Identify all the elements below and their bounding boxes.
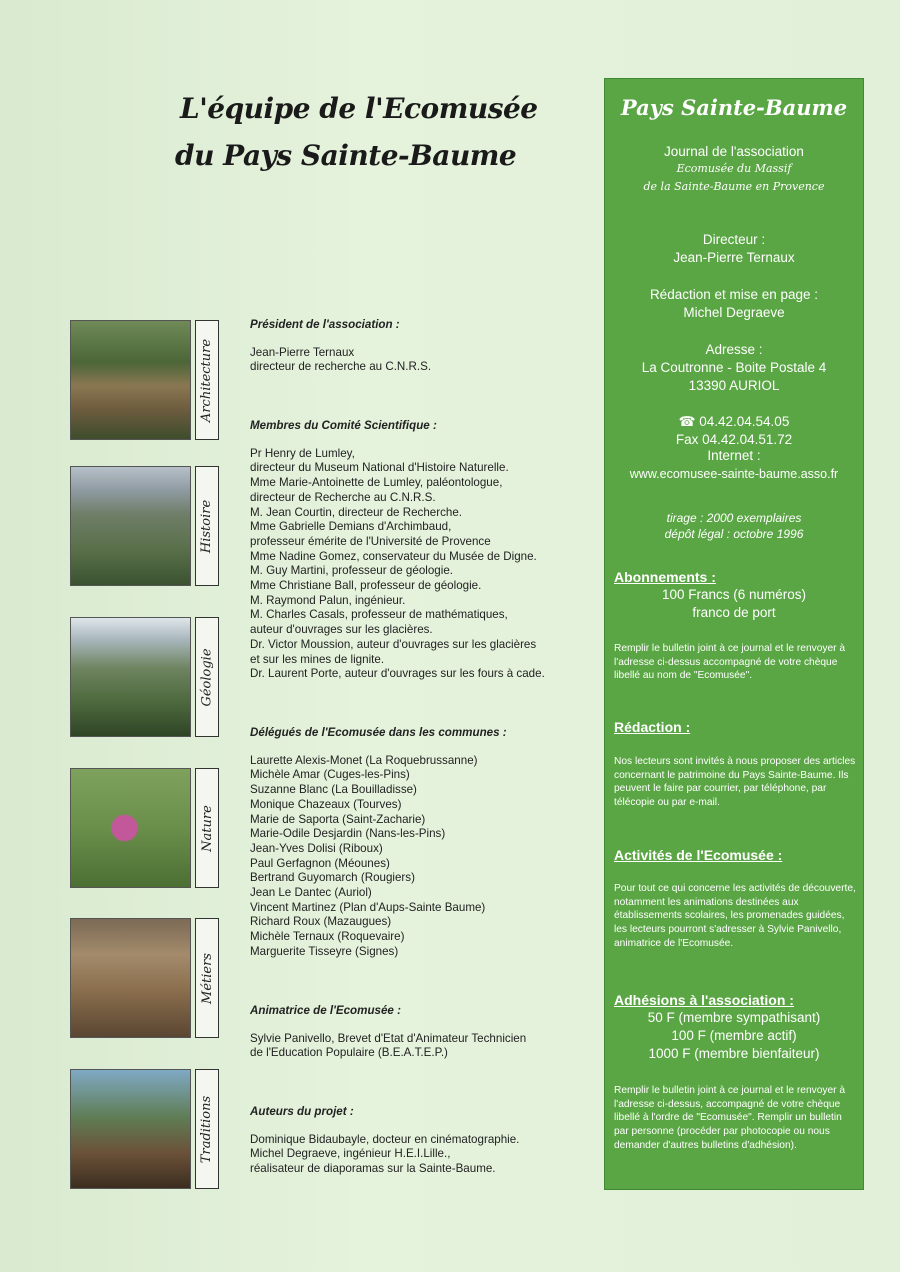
abonnements-price: 100 Francs (6 numéros) bbox=[661, 587, 807, 602]
photo-histoire bbox=[70, 466, 191, 586]
tab-label: Nature bbox=[199, 804, 215, 852]
section-heading: Membres du Comité Scientifique : bbox=[250, 419, 437, 432]
text-line: Jean-Yves Dolisi (Riboux) bbox=[250, 841, 383, 855]
activites-text: Pour tout ce qui concerne les activités de découverte, notamment les animations destinées aux établissements scolaires, les promenades guidées, les lecteurs pourront s'adresser à Sylvie Panivello, animatrice de l'Ecomusée. bbox=[614, 883, 856, 949]
tab-metiers bbox=[195, 918, 219, 1038]
redaction-label: Rédaction et mise en page : bbox=[649, 287, 819, 302]
directeur-block bbox=[605, 231, 863, 267]
text-line: réalisateur de diaporamas sur la Sainte-Baume. bbox=[250, 1162, 496, 1176]
text-line: directeur de recherche au C.N.R.S. bbox=[250, 360, 432, 374]
section-heading: Délégués de l'Ecomusée dans les communes : bbox=[250, 726, 507, 739]
section-heading: Animatrice de l'Ecomusée : bbox=[250, 1004, 401, 1017]
redaction-name: Michel Degraeve bbox=[683, 305, 785, 320]
photo-nature bbox=[70, 768, 191, 888]
text-line: M. Jean Courtin, directeur de Recherche. bbox=[250, 505, 463, 519]
section-comite bbox=[250, 419, 580, 682]
tab-label: Histoire bbox=[199, 499, 215, 553]
text-line: Mme Nadine Gomez, conservateur du Musée de Digne. bbox=[250, 549, 537, 563]
text-line: Pr Henry de Lumley, bbox=[250, 446, 355, 460]
section-animatrice bbox=[250, 1004, 580, 1061]
masthead-box bbox=[604, 78, 864, 1190]
text-line: Marguerite Tisseyre (Signes) bbox=[250, 944, 399, 958]
masthead-title: Pays Sainte-Baume bbox=[620, 95, 848, 120]
tab-label: Métiers bbox=[199, 952, 215, 1004]
text-line: Laurette Alexis-Monet (La Roquebrussanne) bbox=[250, 753, 478, 767]
text-line: M. Raymond Palun, ingénieur. bbox=[250, 593, 406, 607]
adresse-line1: La Coutronne - Boite Postale 4 bbox=[641, 360, 827, 375]
text-line: Marie de Saporta (Saint-Zacharie) bbox=[250, 812, 426, 826]
photo-geologie bbox=[70, 617, 191, 737]
adhesion-sympathisant: 50 F (membre sympathisant) bbox=[647, 1010, 821, 1025]
text-line: directeur de Recherche au C.N.R.S. bbox=[250, 490, 436, 504]
adresse-line2: 13390 AURIOL bbox=[688, 378, 780, 393]
section-president bbox=[250, 318, 580, 375]
text-line: M. Charles Casals, professeur de mathématiques, bbox=[250, 608, 508, 622]
page-title-line1: L'équipe de l'Ecomusée bbox=[180, 92, 538, 125]
adhesions-heading: Adhésions à l'association : bbox=[614, 992, 794, 1008]
association-name-line1: Ecomusée du Massif bbox=[676, 162, 792, 175]
adhesion-bienfaiteur: 1000 F (membre bienfaiteur) bbox=[648, 1046, 820, 1061]
text-line: Mme Christiane Ball, professeur de géologie. bbox=[250, 579, 482, 593]
section-auteurs bbox=[250, 1105, 580, 1177]
depot-legal-text: dépôt légal : octobre 1996 bbox=[664, 526, 804, 541]
adhesions-prices bbox=[605, 1009, 863, 1063]
text-line: Marie-Odile Desjardin (Nans-les-Pins) bbox=[250, 827, 446, 841]
abonnements-price-block bbox=[605, 586, 863, 622]
directeur-label: Directeur : bbox=[702, 232, 766, 247]
tab-geologie bbox=[195, 617, 219, 737]
redaction-text: Nos lecteurs sont invités à nous proposer des articles concernant le patrimoine du Pays Sainte-Baume. Ils peuvent le faire par courrier, par téléphone, par télécopie ou par e-mail. bbox=[614, 756, 856, 809]
section-heading: Président de l'association : bbox=[250, 318, 400, 331]
text-line: M. Guy Martini, professeur de géologie. bbox=[250, 564, 453, 578]
abonnements-port: franco de port bbox=[692, 605, 776, 620]
text-line: Dr. Victor Moussion, auteur d'ouvrages sur les glacières bbox=[250, 637, 537, 651]
text-line: Monique Chazeaux (Tourves) bbox=[250, 797, 402, 811]
text-line: Sylvie Panivello, Brevet d'Etat d'Animateur Technicien bbox=[250, 1031, 527, 1045]
adhesions-text: Remplir le bulletin joint à ce journal et le renvoyer à l'adresse ci-dessus, accompagné de votre chèque libellé à l'ordre de "Ecomusée". Remplir un bulletin par personne (procéder par photocopie ou nous demander d'autres bulletins d'adhésion). bbox=[614, 1085, 846, 1151]
text-line: Jean Le Dantec (Auriol) bbox=[250, 886, 372, 900]
text-line: Michel Degraeve, ingénieur H.E.I.Lille., bbox=[250, 1147, 451, 1161]
website-url: www.ecomusee-sainte-baume.asso.fr bbox=[629, 467, 839, 481]
text-line: Mme Marie-Antoinette de Lumley, paléontologue, bbox=[250, 476, 503, 490]
tab-architecture bbox=[195, 320, 219, 440]
tirage-block bbox=[605, 511, 863, 542]
text-line: Vincent Martinez (Plan d'Aups-Sainte Baume) bbox=[250, 900, 486, 914]
section-heading: Auteurs du projet : bbox=[250, 1105, 354, 1118]
abonnements-text: Remplir le bulletin joint à ce journal et le renvoyer à l'adresse ci-dessus accompagné de votre chèque libellé au nom de "Ecomusée". bbox=[614, 643, 846, 682]
adresse-block bbox=[605, 341, 863, 395]
contact-block bbox=[605, 413, 863, 483]
tab-nature bbox=[195, 768, 219, 888]
photo-architecture bbox=[70, 320, 191, 440]
adresse-label: Adresse : bbox=[705, 342, 763, 357]
phone-number: ☎ 04.42.04.54.05 bbox=[678, 414, 790, 429]
tab-label: Architecture bbox=[199, 338, 215, 422]
page-title-line2: du Pays Sainte-Baume bbox=[175, 139, 517, 172]
text-line: auteur d'ouvrages sur les glacières. bbox=[250, 623, 433, 637]
tab-label: Traditions bbox=[199, 1095, 215, 1163]
tirage-text: tirage : 2000 exemplaires bbox=[666, 511, 802, 525]
text-line: Mme Gabrielle Demians d'Archimbaud, bbox=[250, 520, 452, 534]
redaction-heading: Rédaction : bbox=[614, 719, 691, 735]
text-line: Jean-Pierre Ternaux bbox=[250, 345, 355, 359]
text-line: Michèle Amar (Cuges-les-Pins) bbox=[250, 768, 410, 782]
directeur-name: Jean-Pierre Ternaux bbox=[673, 250, 795, 265]
fax-number: Fax 04.42.04.51.72 bbox=[675, 432, 793, 447]
photo-metiers bbox=[70, 918, 191, 1038]
text-line: Paul Gerfagnon (Méounes) bbox=[250, 856, 390, 870]
text-line: Dr. Laurent Porte, auteur d'ouvrages sur les fours à cade. bbox=[250, 667, 545, 681]
text-line: Michèle Ternaux (Roquevaire) bbox=[250, 930, 405, 944]
redaction-block bbox=[605, 286, 863, 322]
adhesion-actif: 100 F (membre actif) bbox=[671, 1028, 797, 1043]
abonnements-heading: Abonnements : bbox=[614, 569, 716, 585]
section-delegues bbox=[250, 726, 580, 960]
text-line: Dominique Bidaubayle, docteur en cinématographie. bbox=[250, 1132, 520, 1146]
text-line: directeur du Museum National d'Histoire Naturelle. bbox=[250, 461, 509, 475]
page-title bbox=[175, 85, 538, 179]
text-line: Bertrand Guyomarch (Rougiers) bbox=[250, 871, 415, 885]
text-line: et sur les mines de lignite. bbox=[250, 652, 385, 666]
tab-histoire bbox=[195, 466, 219, 586]
tab-traditions bbox=[195, 1069, 219, 1189]
tab-label: Géologie bbox=[199, 647, 215, 707]
text-line: de l'Education Populaire (B.E.A.T.E.P.) bbox=[250, 1046, 448, 1060]
text-line: Suzanne Blanc (La Bouilladisse) bbox=[250, 783, 417, 797]
journal-info bbox=[605, 143, 863, 195]
photo-traditions bbox=[70, 1069, 191, 1189]
text-line: Richard Roux (Mazaugues) bbox=[250, 915, 392, 929]
journal-label: Journal de l'association bbox=[664, 144, 804, 159]
activites-heading: Activités de l'Ecomusée : bbox=[614, 847, 783, 863]
text-line: professeur émérite de l'Université de Provence bbox=[250, 534, 491, 548]
association-name-line2: de la Sainte-Baume en Provence bbox=[643, 180, 825, 193]
internet-label: Internet : bbox=[707, 448, 761, 463]
